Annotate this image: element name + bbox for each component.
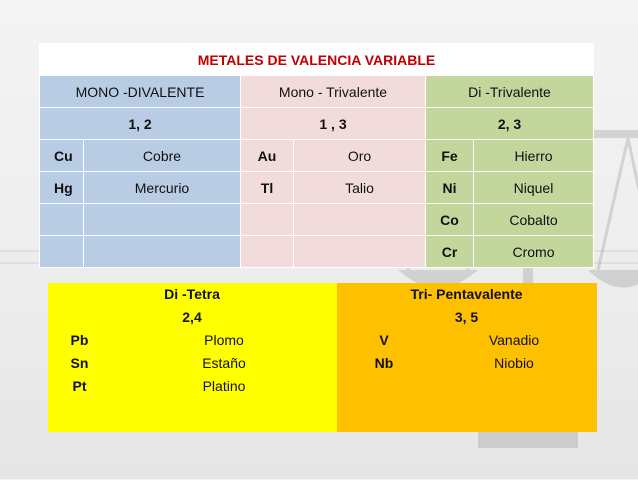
table-row [40,172,594,204]
element-name: Cobalto [474,204,594,236]
table-row [48,352,597,375]
element-name: Talio [294,172,426,204]
element-name [294,236,426,268]
table-row [48,375,597,398]
element-symbol: Hg [40,172,84,204]
element-symbol: Fe [426,140,474,172]
table-title: METALES DE VALENCIA VARIABLE [40,44,594,76]
table-row [40,236,594,268]
element-symbol [241,236,294,268]
element-symbol: Pt [48,375,112,398]
valence-mono-trivalente: 1 , 3 [241,108,426,140]
group-header-di-trivalente: Di -Trivalente [426,76,594,108]
element-name [84,204,241,236]
table-row [48,329,597,352]
valence-di-tetra: 2,4 [48,306,337,329]
element-name [432,375,597,398]
element-symbol [40,204,84,236]
element-name: Oro [294,140,426,172]
group-header-mono-trivalente: Mono - Trivalente [241,76,426,108]
table-row [40,204,594,236]
group-header-tri-pentavalente: Tri- Pentavalente [337,283,597,306]
element-symbol: Cu [40,140,84,172]
element-name: Hierro [474,140,594,172]
element-name [294,204,426,236]
element-symbol: V [337,329,432,352]
element-name: Niobio [432,352,597,375]
group-header-di-tetra: Di -Tetra [48,283,337,306]
element-name: Cobre [84,140,241,172]
element-name: Plomo [112,329,337,352]
valence-table-bottom [47,282,597,432]
empty-cell [432,398,597,432]
valence-table-top [39,43,594,268]
valence-tri-pentavalente: 3, 5 [337,306,597,329]
element-symbol: Au [241,140,294,172]
element-symbol: Nb [337,352,432,375]
empty-cell [337,398,432,432]
element-symbol: Co [426,204,474,236]
element-name: Vanadio [432,329,597,352]
empty-cell [112,398,337,432]
element-name [84,236,241,268]
element-name: Mercurio [84,172,241,204]
element-name: Cromo [474,236,594,268]
table-row [40,140,594,172]
element-name: Niquel [474,172,594,204]
element-symbol: Pb [48,329,112,352]
element-symbol [241,204,294,236]
element-name: Platino [112,375,337,398]
empty-cell [48,398,112,432]
valence-di-trivalente: 2, 3 [426,108,594,140]
valence-mono-divalente: 1, 2 [40,108,241,140]
element-symbol: Sn [48,352,112,375]
element-name: Estaño [112,352,337,375]
table-row [48,398,597,432]
element-symbol [40,236,84,268]
element-symbol: Tl [241,172,294,204]
group-header-mono-divalente: MONO -DIVALENTE [40,76,241,108]
element-symbol [337,375,432,398]
element-symbol: Ni [426,172,474,204]
element-symbol: Cr [426,236,474,268]
